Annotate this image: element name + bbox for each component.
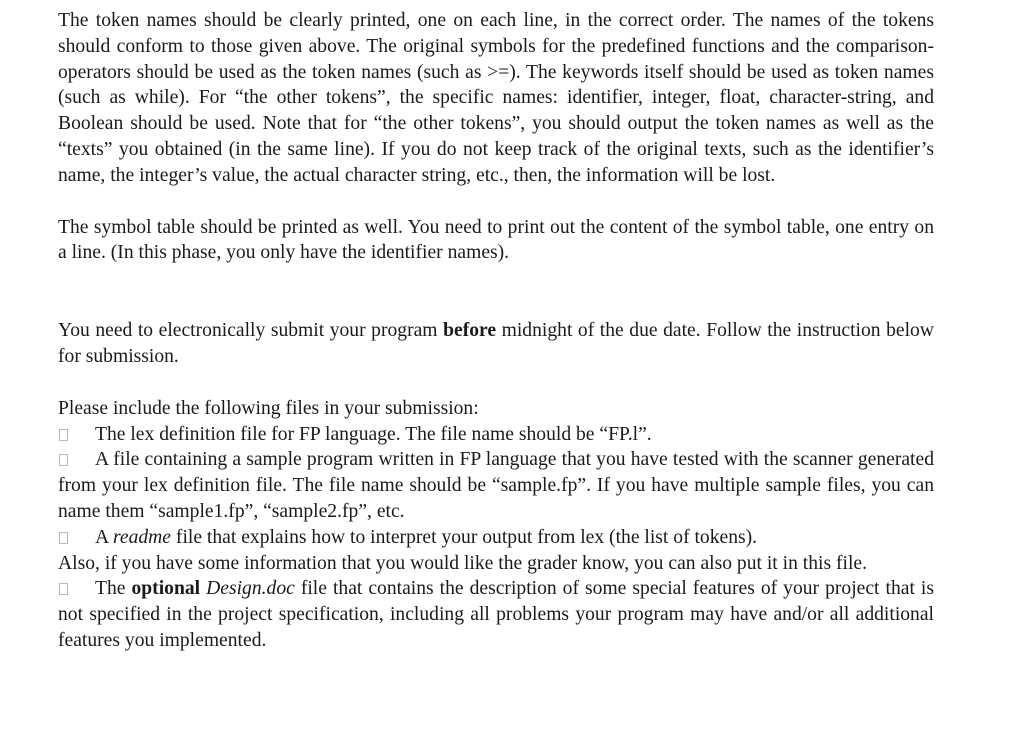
submission-bold-before: before [443, 320, 497, 342]
file-item-text: The lex definition file for FP language. The file name should be “FP.l”. [95, 423, 652, 445]
optional-label: optional [131, 578, 201, 600]
file-item-sample-program [58, 447, 934, 524]
file-item-text: file that contains the description of some special features of your project that is not specified in the project specification, including all problems your program may have and/or all additional features you implemented. [58, 578, 934, 651]
files-intro: Please include the following files in your submission: [58, 397, 479, 419]
bullet-box-icon [59, 429, 68, 441]
spacer [58, 370, 934, 396]
paragraph-token-names: The token names should be clearly printed, one on each line, in the correct order. The names of the tokens should conform to those given above. The original symbols for the predefined functions and the comparison-operators should be used as the token names (such as >=). The keywords itself should be used as token names (such as while). For “the other tokens”, the specific names: identifier, integer, float, character-string, and Boolean should be used. Note that for “the other tokens”, you should output the token names as well as the “texts” you obtained (in the same line). If you do not keep track of the original texts, such as the identifier’s name, the integer’s value, the actual character string, etc., then, the information will be lost. [58, 10, 934, 186]
readme-note: Also, if you have some information that you would like the grader know, you can also put it in this file. [58, 552, 867, 574]
submission-text-end: midnight of the due date. Follow the instruction below for submission. [58, 320, 935, 367]
submission-text-start: You need to electronically submit your program [58, 320, 444, 342]
paragraph-symbol-table: The symbol table should be printed as well. You need to print out the content of the symbol table, one entry on a line. (In this phase, you only have the identifier names). [58, 216, 934, 264]
file-item-text: file that explains how to interpret your output from lex (the list of tokens). [171, 526, 758, 548]
spacer [58, 189, 934, 215]
design-doc-filename: Design.doc [206, 578, 295, 600]
file-item-text: The [95, 578, 132, 600]
paragraph-submission [58, 318, 934, 370]
file-item-readme [58, 525, 934, 551]
file-item-design-doc [58, 576, 934, 653]
bullet-box-icon [59, 454, 68, 466]
readme-filename: readme [112, 526, 172, 548]
file-item-text: A file containing a sample program written in FP language that you have tested with the scanner generated from your lex definition file. The file name should be “sample.fp”. If you have multiple sample files, you can name them “sample1.fp”, “sample2.fp”, etc. [58, 449, 934, 522]
bullet-box-icon [59, 532, 68, 544]
document-page [58, 8, 934, 654]
bullet-box-icon [59, 583, 68, 595]
spacer [58, 266, 934, 318]
file-item-text: A [95, 526, 113, 548]
file-item-lex-definition [58, 422, 934, 448]
